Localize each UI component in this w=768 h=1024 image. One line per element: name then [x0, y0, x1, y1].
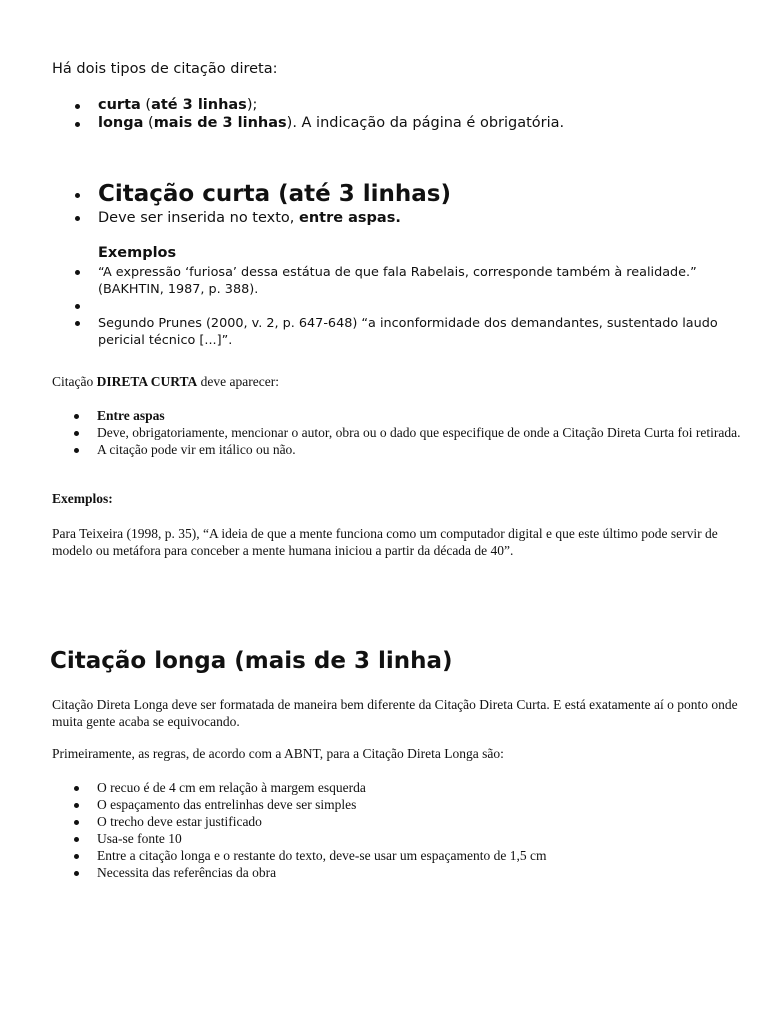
- list-item: “A expressão ‘furiosa’ dessa estátua de que fala Rabelais, corresponde também à realidade.” (BAKHTIN, 1987, p. 388).: [98, 264, 738, 298]
- direta-curta-intro: Citação DIRETA CURTA deve aparecer:: [52, 374, 279, 389]
- list-item: O trecho deve estar justificado: [97, 813, 747, 830]
- list-item: Entre aspas: [97, 407, 747, 424]
- list-item: Entre a citação longa e o restante do texto, deve-se usar um espaçamento de 1,5 cm: [97, 847, 747, 864]
- list-item: Necessita das referências da obra: [97, 864, 747, 881]
- longa-paragraph-1: Citação Direta Longa deve ser formatada de maneira bem diferente da Citação Direta Curta. E está exatamente aí o ponto onde muita gente acaba se equivocando.: [52, 697, 738, 729]
- list-item: O recuo é de 4 cm em relação à margem esquerda: [97, 779, 747, 796]
- examples-list: [98, 264, 738, 349]
- longa-rules-list: [97, 779, 747, 881]
- section-heading-curta: Citação curta (até 3 linhas): [98, 181, 451, 207]
- list-item: longa (mais de 3 linhas). A indicação da página é obrigatória.: [98, 115, 565, 131]
- list-item: curta (até 3 linhas);: [98, 96, 564, 114]
- list-item: Segundo Prunes (2000, v. 2, p. 647-648) “a inconformidade dos demandantes, sustentado laudo pericial técnico [...]”.: [98, 315, 738, 349]
- bullet: [75, 193, 80, 198]
- examples-heading: Exemplos: [98, 245, 177, 261]
- list-item: Usa-se fonte 10: [97, 830, 747, 847]
- list-item: O espaçamento das entrelinhas deve ser simples: [97, 796, 747, 813]
- examples-label: Exemplos:: [52, 491, 113, 506]
- section-heading-longa: Citação longa (mais de 3 linha): [50, 648, 453, 674]
- longa-paragraph-2: Primeiramente, as regras, de acordo com a ABNT, para a Citação Direta Longa são:: [52, 746, 504, 761]
- curta-rule: Deve ser inserida no texto, entre aspas.: [98, 210, 401, 226]
- list-item: A citação pode vir em itálico ou não.: [97, 441, 747, 458]
- list-item: [98, 298, 738, 315]
- bullet: [75, 216, 80, 221]
- intro-text: Há dois tipos de citação direta:: [52, 61, 278, 77]
- example-paragraph: Para Teixeira (1998, p. 35), “A ideia de que a mente funciona como um computador digital e que este último pode servir de modelo ou metáfora para conceber a mente humana iniciou a partir da década de 40”.: [52, 526, 718, 558]
- types-list: [98, 96, 564, 132]
- direta-curta-list: [97, 407, 747, 458]
- list-item: Deve, obrigatoriamente, mencionar o autor, obra ou o dado que especifique de onde a Citação Direta Curta foi retirada.: [97, 424, 747, 441]
